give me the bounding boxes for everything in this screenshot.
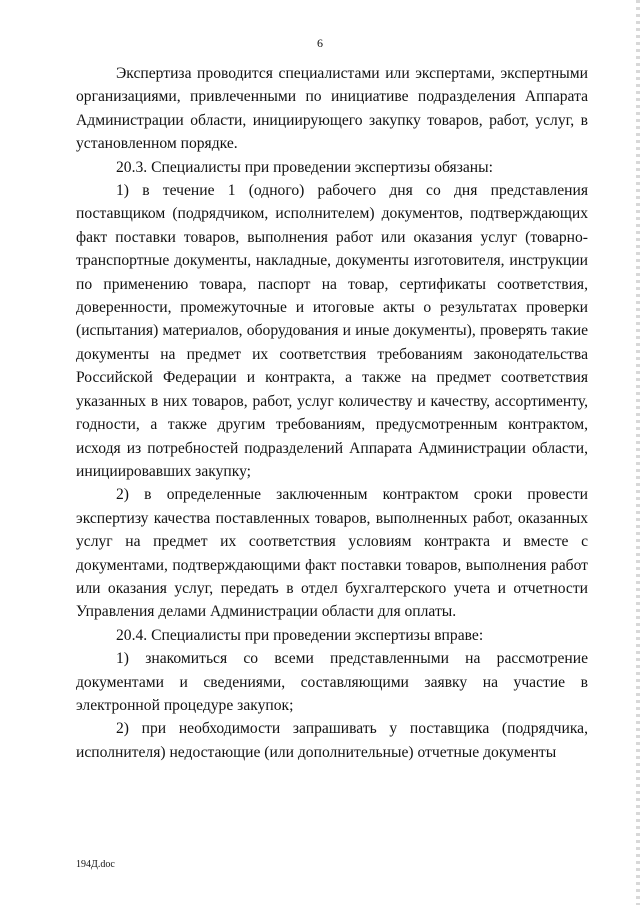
paragraph-20-4-item-2: 2) при необходимости запрашивать у поставщика (подрядчика, исполнителя) недостающие (или дополнительные) отчетные документы bbox=[76, 720, 588, 761]
paragraph-expertise: Экспертиза проводится специалистами или экспертами, экспертными организациями, привлеченными по инициативе подразделения Аппарата Администрации области, инициирующего закупку товаров, работ, услуг, в установленном порядке. bbox=[76, 65, 588, 153]
paragraph-20-3-item-1: 1) в течение 1 (одного) рабочего дня со дня представления поставщиком (подрядчиком, исполнителем) документов, подтверждающих факт поставки товаров, выполнения работ или оказания услуг (товарно-транспортные документы, накладные, документы изготовителя, инструкции по применению товара, паспорт на товар, сертификаты соответствия, доверенности, промежуточные и итоговые акты о результатах проверки (испытания) материалов, оборудования и иные документы), проверять такие документы на предмет их соответствия требованиям законодательства Российской Федерации и контракта, а также на предмет соответствия указанных в них товаров, работ, услуг количеству и качеству, ассортименту, годности, а также другим требованиям, предусмотренным контрактом, исходя из потребностей подразделений Аппарата Администрации области, инициировавших закупку; bbox=[76, 182, 588, 480]
paragraph-20-4-heading: 20.4. Специалисты при проведении экспертизы вправе: bbox=[116, 626, 484, 644]
footer-filename: 194Д.doc bbox=[76, 859, 115, 870]
scan-edge bbox=[636, 0, 640, 905]
paragraph-20-3-item-2: 2) в определенные заключенным контрактом сроки провести экспертизу качества поставленных товаров, выполненных работ, оказанных услуг на предмет их соответствия условиям контракта и вместе с документами, подтверждающими факт поставки товаров, выполнения работ или оказания услуг, передать в отдел бухгалтерского учета и отчетности Управления делами Администрации области для оплаты. bbox=[76, 486, 588, 621]
paragraph-20-3-heading: 20.3. Специалисты при проведении экспертизы обязаны: bbox=[116, 158, 493, 176]
document-body bbox=[76, 62, 588, 764]
paragraph-20-4-item-1: 1) знакомиться со всеми представленными на рассмотрение документами и сведениями, составляющими заявку на участие в электронной процедуре закупок; bbox=[76, 650, 588, 714]
page-number: 6 bbox=[317, 36, 323, 50]
